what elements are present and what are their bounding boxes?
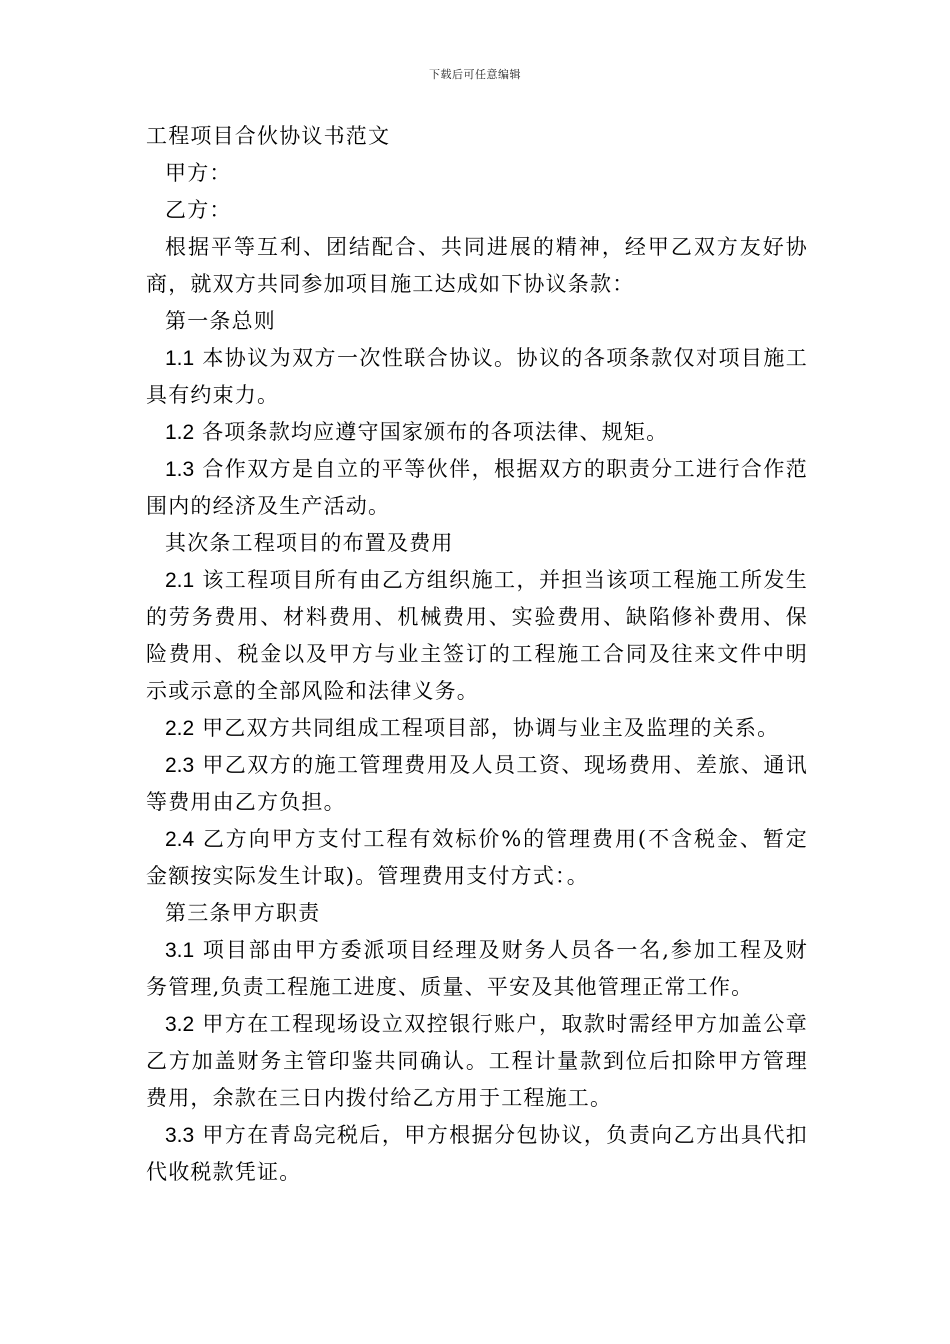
clause-3-1: [146, 932, 808, 1006]
clause-text: 甲乙双方的施工管理费用及人员工资、现场费用、差旅、通讯等费用由乙方负担。: [146, 753, 808, 814]
intro-paragraph: 根据平等互利、团结配合、共同进展的精神，经甲乙双方友好协商，就双方共同参加项目施工达成如下协议条款：: [146, 235, 808, 296]
clause-number: 2.2: [165, 717, 195, 740]
clause-text: 该工程项目所有由乙方组织施工，并担当该项工程施工所发生的劳务费用、材料费用、机械费用、实验费用、缺陷修补费用、保险费用、税金以及甲方与业主签订的工程施工合同及往来文件中明示或示意的全部风险和法律义务。: [146, 568, 808, 703]
clause-number: 3.2: [165, 1013, 195, 1036]
document-title: 工程项目合伙协议书范文: [146, 124, 391, 148]
clause-1-2: [146, 414, 808, 451]
clause-text: 项目部由甲方委派项目经理及财务人员各一名,参加工程及财务管理,负责工程施工进度、质量、平安及其他管理正常工作。: [146, 938, 808, 999]
page-header: 下载后可任意编辑: [429, 68, 521, 81]
clause-2-2: [146, 710, 808, 747]
clause-3-2: [146, 1006, 808, 1117]
clause-1-3: [146, 451, 808, 525]
clause-text: 甲乙双方共同组成工程项目部，协调与业主及监理的关系。: [202, 716, 780, 740]
clause-number: 1.1: [165, 347, 195, 370]
clause-3-3: [146, 1117, 808, 1191]
clause-text: 甲方在工程现场设立双控银行账户，取款时需经甲方加盖公章乙方加盖财务主管印鉴共同确认。工程计量款到位后扣除甲方管理费用，余款在三日内拨付给乙方用于工程施工。: [146, 1012, 808, 1110]
clause-number: 2.1: [165, 569, 195, 592]
clause-number: 2.4: [165, 828, 195, 851]
clause-number: 3.1: [165, 939, 195, 962]
clause-text: 乙方向甲方支付工程有效标价%的管理费用(不含税金、暂定金额按实际发生计取)。管理费用支付方式：。: [146, 827, 808, 888]
clause-2-3: [146, 747, 808, 821]
clause-number: 1.2: [165, 421, 195, 444]
clause-number: 1.3: [165, 458, 195, 481]
clause-number: 2.3: [165, 754, 195, 777]
party-a-line: 甲方：: [165, 161, 232, 185]
document-body: [146, 118, 808, 1191]
clause-text: 甲方在青岛完税后，甲方根据分包协议，负责向乙方出具代扣代收税款凭证。: [146, 1123, 808, 1184]
clause-text: 各项条款均应遵守国家颁布的各项法律、规矩。: [202, 420, 669, 444]
clause-text: 本协议为双方一次性联合协议。协议的各项条款仅对项目施工具有约束力。: [146, 346, 808, 407]
clause-2-1: [146, 562, 808, 710]
article-2-heading: 其次条工程项目的布置及费用: [165, 531, 454, 555]
party-b-line: 乙方：: [165, 198, 232, 222]
clause-number: 3.3: [165, 1124, 195, 1147]
article-1-heading: 第一条总则: [165, 309, 276, 333]
clause-2-4: [146, 821, 808, 895]
article-3-heading: 第三条甲方职责: [165, 901, 321, 925]
clause-1-1: [146, 340, 808, 414]
clause-text: 合作双方是自立的平等伙伴，根据双方的职责分工进行合作范围内的经济及生产活动。: [146, 457, 808, 518]
